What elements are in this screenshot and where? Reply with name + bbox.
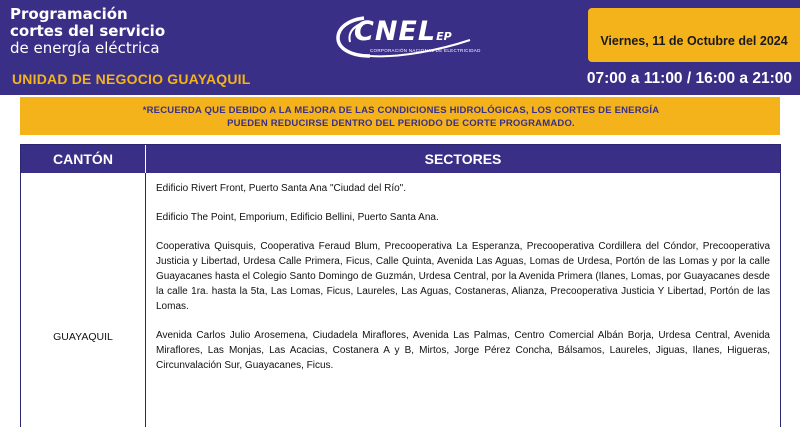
notice-line-1: *RECUERDA QUE DEBIDO A LA MEJORA DE LAS CONDICIONES HIDROLÓGICAS, LOS CORTES DE ENERGÍA — [142, 105, 660, 116]
logo-text: CNEL — [354, 16, 437, 47]
header-banner — [0, 0, 800, 95]
sectors-cell — [156, 181, 770, 387]
page-title — [10, 6, 165, 57]
notice-line-2: PUEDEN REDUCIRSE DENTRO DEL PERIODO DE CORTE PROGRAMADO. — [227, 118, 575, 129]
logo-suffix: EP — [436, 30, 452, 43]
column-header-canton: CANTÓN — [21, 145, 146, 173]
title-line-2: cortes del servicio — [10, 22, 166, 40]
sector-paragraph: Avenida Carlos Julio Arosemena, Ciudadela Miraflores, Avenida Las Palmas, Centro Comercial Albán Borja, Urdesa Central, Avenida Miraflores, Las Monjas, Las Acacias, Costanera A y B, Mirtos, Jorge Pérez Concha, Bálsamos, Laureles, Jiguas, Ilanes, Higueras, Circunvalación Sur, Guayacanes, Ficus. — [156, 330, 770, 371]
canton-cell: GUAYAQUIL — [53, 331, 113, 343]
notice-banner — [20, 97, 780, 135]
date-text: Viernes, 11 de Octubre del 2024 — [600, 34, 788, 48]
sector-paragraph: Cooperativa Quisquis, Cooperativa Feraud Blum, Precooperativa La Esperanza, Precooperativa Cordillera del Cóndor, Precooperativa Justicia y Libertad, Urdesa Calle Primera, Ficus, Calle Quinta, Avenida Las Aguas, Lomas de Urdesa, Portón de las Lomas y por la calle Guayacanes hasta el Colegio Santo Domingo de Guzmán, Urdesa Central, por la Avenida Primera (Ilanes, Lomas, por Guayacanes desde la calle 1ra. hasta la 5ta, Las Lomas, Ficus, Laureles, Las Aguas, Costaneras, Alianza, Precooperativa Justicia Y Libertad, Portón de las Lomas. — [156, 241, 770, 312]
logo-subtitle: CORPORACIÓN NACIONAL DE ELECTRICIDAD — [370, 48, 481, 53]
sector-paragraph: Edificio Rivert Front, Puerto Santa Ana "Ciudad del Río". — [156, 183, 407, 194]
date-badge — [588, 8, 800, 62]
schedule-hours: 07:00 a 11:00 / 16:00 a 21:00 — [586, 70, 792, 87]
business-unit-label: UNIDAD DE NEGOCIO GUAYAQUIL — [12, 71, 251, 87]
title-line-3: de energía eléctrica — [10, 39, 160, 57]
outage-table — [20, 144, 781, 427]
notice-text — [21, 104, 781, 130]
sector-paragraph: Edificio The Point, Emporium, Edificio Bellini, Puerto Santa Ana. — [156, 212, 439, 223]
logo-wordmark — [354, 16, 452, 47]
column-divider — [145, 173, 146, 427]
column-header-sectores: SECTORES — [146, 145, 780, 173]
title-line-1: Programación — [10, 5, 128, 23]
cnel-logo — [330, 12, 490, 64]
